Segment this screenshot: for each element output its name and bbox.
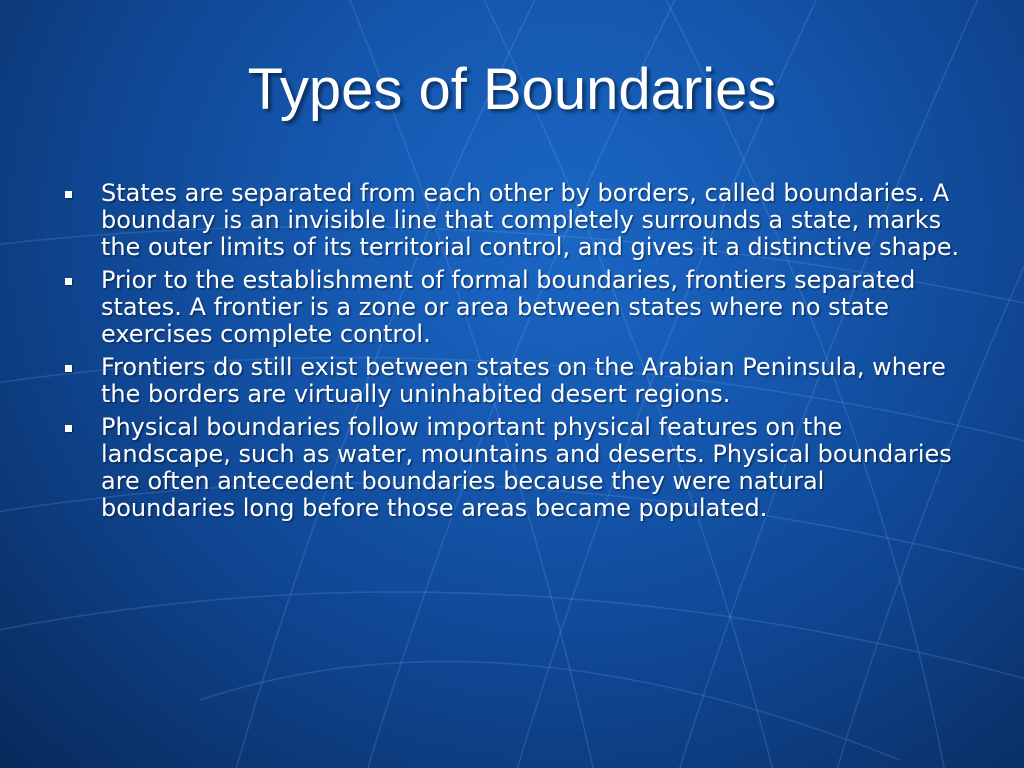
bullet-item [60, 414, 960, 522]
bullet-text: Prior to the establishment of formal boundaries, frontiers separated states. A frontier is a zone or area between states where no state exercises complete control. [101, 266, 916, 348]
bullet-text: States are separated from each other by borders, called boundaries. A boundary is an invisible line that completely surrounds a state, marks the outer limits of its territorial control, and gives it a distinctive shape. [101, 179, 960, 261]
bullet-item [60, 354, 960, 408]
bullet-text: Frontiers do still exist between states on the Arabian Peninsula, where the borders are virtually uninhabited desert regions. [101, 353, 946, 408]
square-bullet-icon [65, 278, 72, 285]
square-bullet-icon [65, 191, 72, 198]
bullet-text: Physical boundaries follow important physical features on the landscape, such as water, mountains and deserts. Physical boundaries are often antecedent boundaries because they were natural boundaries long before those areas became populated. [101, 413, 952, 522]
bullet-item [60, 180, 960, 261]
square-bullet-icon [65, 425, 72, 432]
bullet-item [60, 267, 960, 348]
bullet-list [60, 180, 960, 528]
square-bullet-icon [65, 365, 72, 372]
slide-title: Types of Boundaries [247, 57, 777, 122]
